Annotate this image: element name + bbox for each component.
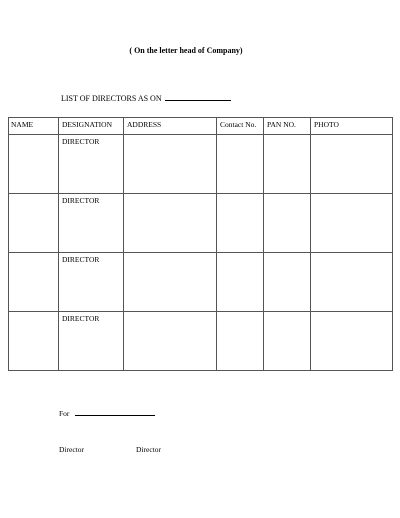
- cell-pan-no: [264, 135, 311, 194]
- table-header-row: [9, 118, 393, 135]
- cell-designation: DIRECTOR: [59, 135, 124, 194]
- cell-address: [124, 194, 217, 253]
- table-row: [9, 253, 393, 312]
- cell-name: [9, 194, 59, 253]
- cell-pan-no: [264, 312, 311, 371]
- for-label: For: [59, 409, 70, 418]
- table-row: [9, 135, 393, 194]
- directors-table: [8, 117, 393, 371]
- cell-designation: DIRECTOR: [59, 312, 124, 371]
- cell-contact-no: [217, 312, 264, 371]
- company-name-blank-line: [75, 408, 155, 416]
- header-name: NAME: [9, 118, 59, 135]
- table-row: [9, 194, 393, 253]
- cell-name: [9, 253, 59, 312]
- director-signature-1: Director: [59, 445, 84, 454]
- table-row: [9, 312, 393, 371]
- cell-photo: [311, 253, 393, 312]
- cell-name: [9, 312, 59, 371]
- cell-photo: [311, 194, 393, 253]
- document-title-text: LIST OF DIRECTORS AS ON: [61, 94, 162, 103]
- cell-pan-no: [264, 194, 311, 253]
- cell-address: [124, 253, 217, 312]
- cell-name: [9, 135, 59, 194]
- for-company-line: [59, 408, 155, 418]
- letterhead-note: ( On the letter head of Company): [129, 46, 243, 55]
- header-contact-no: Contact No.: [217, 118, 264, 135]
- cell-contact-no: [217, 253, 264, 312]
- cell-photo: [311, 135, 393, 194]
- document-title: [61, 93, 231, 103]
- cell-contact-no: [217, 135, 264, 194]
- header-photo: PHOTO: [311, 118, 393, 135]
- cell-contact-no: [217, 194, 264, 253]
- cell-address: [124, 135, 217, 194]
- header-designation: DESIGNATION: [59, 118, 124, 135]
- cell-pan-no: [264, 253, 311, 312]
- director-signature-2: Director: [136, 445, 161, 454]
- cell-designation: DIRECTOR: [59, 194, 124, 253]
- cell-address: [124, 312, 217, 371]
- header-pan-no: PAN NO.: [264, 118, 311, 135]
- date-blank-line: [165, 93, 231, 101]
- cell-designation: DIRECTOR: [59, 253, 124, 312]
- cell-photo: [311, 312, 393, 371]
- header-address: ADDRESS: [124, 118, 217, 135]
